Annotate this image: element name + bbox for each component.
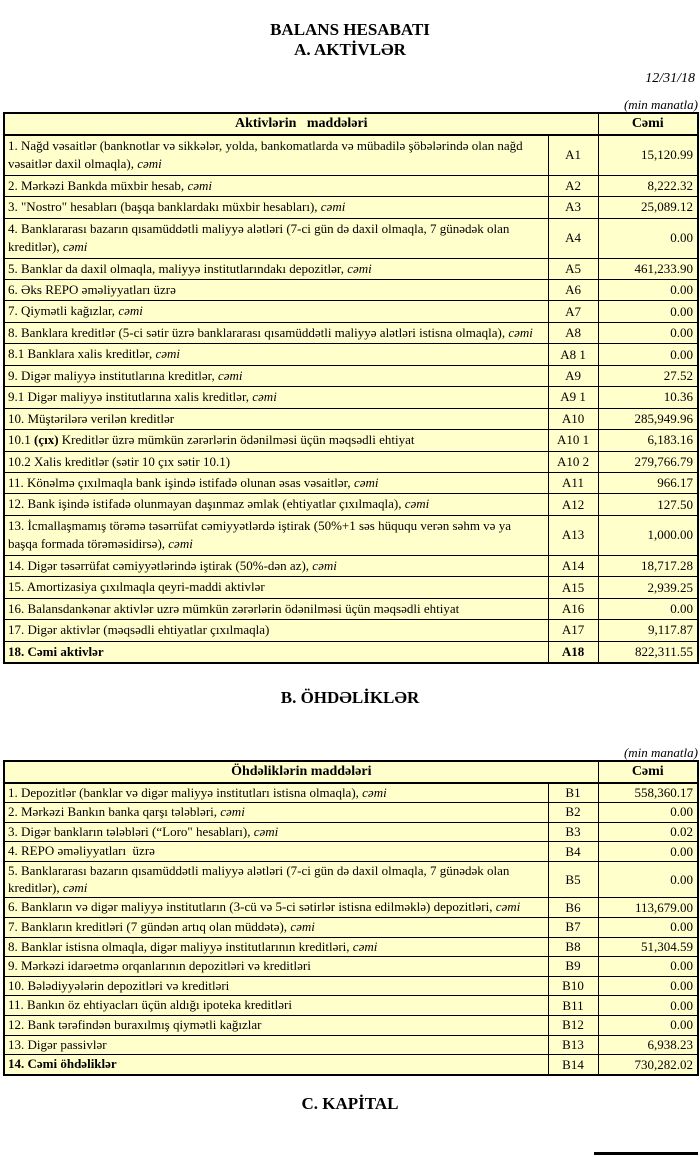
row-value: 8,222.32	[598, 175, 698, 196]
table-row	[4, 976, 698, 996]
table-row	[4, 898, 698, 918]
liabilities-header-row	[4, 761, 698, 783]
row-value: 0.00	[598, 279, 698, 300]
row-value: 822,311.55	[598, 641, 698, 663]
liabilities-header-label: Öhdəliklərin maddələri	[4, 761, 598, 783]
row-value: 15,120.99	[598, 135, 698, 175]
table-row	[4, 365, 698, 386]
table-row	[4, 996, 698, 1016]
row-code: A1	[548, 135, 598, 175]
row-label: 4. REPO əməliyyatları üzrə	[4, 842, 548, 862]
section-title-assets: A. AKTİVLƏR	[294, 40, 406, 60]
row-value: 6,938.23	[598, 1035, 698, 1055]
row-value: 0.00	[598, 218, 698, 258]
row-label: 3. Digər bankların tələbləri (“Loro" hesabları), cəmi	[4, 822, 548, 842]
section-title-capital: C. KAPİTAL	[301, 1093, 399, 1113]
row-label: 9. Digər maliyyə institutlarına kreditlər, cəmi	[4, 365, 548, 386]
row-code: A9 1	[548, 387, 598, 408]
row-code: B14	[548, 1055, 598, 1075]
row-label: 7. Bankların kreditləri (7 gündən artıq olan müddətə), cəmi	[4, 917, 548, 937]
table-row	[4, 598, 698, 619]
table-row	[4, 197, 698, 218]
row-value: 0.00	[598, 996, 698, 1016]
table-row	[4, 387, 698, 408]
row-label: 11. Bankın öz ehtiyacları üçün aldığı ipoteka kreditləri	[4, 996, 548, 1016]
row-code: A2	[548, 175, 598, 196]
row-value: 27.52	[598, 365, 698, 386]
row-label: 16. Balansdankənar aktivlər uzrə mümkün zərərlərin ödənilməsi üçün məqsədli ehtiyat	[4, 598, 548, 619]
row-label: 5. Banklararası bazarın qısamüddətli maliyyə alətləri (7-ci gün də daxil olmaqla, 7 günədək olan kreditlər), cəmi	[4, 862, 548, 898]
table-row	[4, 917, 698, 937]
row-label: 2. Mərkəzi Bankın banka qarşı tələbləri, cəmi	[4, 803, 548, 823]
row-code: A4	[548, 218, 598, 258]
row-value: 6,183.16	[598, 430, 698, 451]
row-value: 0.00	[598, 957, 698, 977]
row-code: B11	[548, 996, 598, 1016]
row-label: 9. Mərkəzi idarəetmə orqanlarının depozitləri və kreditləri	[4, 957, 548, 977]
row-code: A8 1	[548, 344, 598, 365]
table-row	[4, 344, 698, 365]
row-value: 0.00	[598, 344, 698, 365]
row-label: 18. Cəmi aktivlər	[4, 641, 548, 663]
row-value: 0.00	[598, 803, 698, 823]
capital-table-top-border	[594, 1152, 698, 1155]
row-code: B8	[548, 937, 598, 957]
row-value: 285,949.96	[598, 408, 698, 429]
row-value: 0.00	[598, 598, 698, 619]
table-row	[4, 862, 698, 898]
table-row	[4, 783, 698, 803]
row-value: 0.00	[598, 1016, 698, 1036]
row-code: A14	[548, 555, 598, 576]
row-label: 8. Banklara kreditlər (5-ci sətir üzrə banklararası qısamüddətli maliyyə alətləri istisna olmaqla), cəmi	[4, 322, 548, 343]
table-row	[4, 555, 698, 576]
row-code: A5	[548, 258, 598, 279]
row-code: A10 2	[548, 451, 598, 472]
row-value: 0.02	[598, 822, 698, 842]
table-row	[4, 408, 698, 429]
table-row	[4, 279, 698, 300]
row-value: 113,679.00	[598, 898, 698, 918]
table-row	[4, 430, 698, 451]
row-code: A7	[548, 301, 598, 322]
row-code: B7	[548, 917, 598, 937]
section-title-liabilities: B. ÖHDƏLİKLƏR	[280, 688, 420, 708]
row-label: 1. Depozitlər (banklar və digər maliyyə institutları istisna olmaqla), cəmi	[4, 783, 548, 803]
row-code: A3	[548, 197, 598, 218]
row-label: 8. Banklar istisna olmaqla, digər maliyyə institutlarının kreditləri, cəmi	[4, 937, 548, 957]
row-code: A6	[548, 279, 598, 300]
row-label: 14. Cəmi öhdəliklər	[4, 1055, 548, 1075]
row-label: 1. Nağd vəsaitlər (banknotlar və sikkələr, yolda, bankomatlarda və mübadilə şöbələrində olan nağd vəsaitlər daxil olmaqla), cəmi	[4, 135, 548, 175]
table-row	[4, 135, 698, 175]
row-code: B9	[548, 957, 598, 977]
row-code: B1	[548, 783, 598, 803]
row-value: 966.17	[598, 473, 698, 494]
row-value: 730,282.02	[598, 1055, 698, 1075]
row-value: 279,766.79	[598, 451, 698, 472]
table-row	[4, 515, 698, 555]
table-row	[4, 957, 698, 977]
table-row	[4, 494, 698, 515]
row-label: 5. Banklar da daxil olmaqla, maliyyə institutlarındakı depozitlər, cəmi	[4, 258, 548, 279]
table-row	[4, 258, 698, 279]
table-row	[4, 301, 698, 322]
row-code: A12	[548, 494, 598, 515]
row-label: 10.1 (çıx) Kreditlər üzrə mümkün zərərlərin ödənilməsi üçün məqsədli ehtiyat	[4, 430, 548, 451]
row-code: B10	[548, 976, 598, 996]
row-code: A18	[548, 641, 598, 663]
row-label: 17. Digər aktivlər (məqsədli ehtiyatlar çıxılmaqla)	[4, 620, 548, 641]
unit-note-assets: (min manatla)	[623, 96, 698, 112]
liabilities-table	[3, 760, 699, 1076]
table-row	[4, 175, 698, 196]
row-label: 3. "Nostro" hesabları (başqa banklardakı müxbir hesabları), cəmi	[4, 197, 548, 218]
row-value: 0.00	[598, 976, 698, 996]
table-row	[4, 473, 698, 494]
row-value: 2,939.25	[598, 577, 698, 598]
assets-header-label: Aktivlərin maddələri	[4, 113, 598, 135]
row-code: A10 1	[548, 430, 598, 451]
row-value: 18,717.28	[598, 555, 698, 576]
unit-note-liabilities: (min manatla)	[623, 744, 698, 760]
table-row	[4, 842, 698, 862]
row-value: 25,089.12	[598, 197, 698, 218]
row-code: A13	[548, 515, 598, 555]
table-row	[4, 218, 698, 258]
row-value: 461,233.90	[598, 258, 698, 279]
row-value: 0.00	[598, 301, 698, 322]
table-row	[4, 451, 698, 472]
row-code: B6	[548, 898, 598, 918]
row-code: A9	[548, 365, 598, 386]
row-code: B12	[548, 1016, 598, 1036]
table-row	[4, 937, 698, 957]
report-title-block	[0, 0, 700, 61]
row-label: 6. Əks REPO əməliyyatları üzrə	[4, 279, 548, 300]
row-code: A16	[548, 598, 598, 619]
table-row	[4, 322, 698, 343]
row-label: 10.2 Xalis kreditlər (sətir 10 çıx sətir 10.1)	[4, 451, 548, 472]
row-code: B3	[548, 822, 598, 842]
row-code: A17	[548, 620, 598, 641]
row-label: 9.1 Digər maliyyə institutlarına xalis kreditlər, cəmi	[4, 387, 548, 408]
liabilities-header-total: Cəmi	[598, 761, 698, 783]
table-row	[4, 1016, 698, 1036]
row-code: B4	[548, 842, 598, 862]
assets-header-row	[4, 113, 698, 135]
assets-table	[3, 112, 699, 664]
row-label: 8.1 Banklara xalis kreditlər, cəmi	[4, 344, 548, 365]
table-row	[4, 803, 698, 823]
row-code: B5	[548, 862, 598, 898]
row-label: 2. Mərkəzi Bankda müxbir hesab, cəmi	[4, 175, 548, 196]
row-label: 4. Banklararası bazarın qısamüddətli maliyyə alətləri (7-ci gün də daxil olmaqla, 7 günədək olan kreditlər), cəmi	[4, 218, 548, 258]
row-label: 13. İcmallaşmamış törəmə təsərrüfat cəmiyyətlərdə iştirak (50%+1 səs hüququ verən səhm və ya başqa formada törəməsidirsə), cəmi	[4, 515, 548, 555]
row-value: 127.50	[598, 494, 698, 515]
row-value: 1,000.00	[598, 515, 698, 555]
report-date: 12/31/18	[645, 70, 695, 86]
row-label: 11. Könəlmə çıxılmaqla bank işində istifadə olunan əsas vəsaitlər, cəmi	[4, 473, 548, 494]
row-value: 51,304.59	[598, 937, 698, 957]
row-label: 15. Amortizasiya çıxılmaqla qeyri-maddi aktivlər	[4, 577, 548, 598]
row-value: 9,117.87	[598, 620, 698, 641]
row-value: 558,360.17	[598, 783, 698, 803]
row-label: 7. Qiymətli kağızlar, cəmi	[4, 301, 548, 322]
row-code: B13	[548, 1035, 598, 1055]
row-value: 0.00	[598, 842, 698, 862]
row-label: 12. Bank tərəfindən buraxılmış qiymətli kağızlar	[4, 1016, 548, 1036]
row-code: A10	[548, 408, 598, 429]
row-label: 12. Bank işində istifadə olunmayan daşınmaz əmlak (ehtiyatlar çıxılmaqla), cəmi	[4, 494, 548, 515]
table-row	[4, 1035, 698, 1055]
row-code: B2	[548, 803, 598, 823]
table-row	[4, 620, 698, 641]
table-row	[4, 641, 698, 663]
table-row	[4, 822, 698, 842]
row-value: 10.36	[598, 387, 698, 408]
row-code: A8	[548, 322, 598, 343]
row-value: 0.00	[598, 917, 698, 937]
report-title: BALANS HESABATI	[270, 20, 430, 39]
assets-header-total: Cəmi	[598, 113, 698, 135]
row-label: 6. Bankların və digər maliyyə institutların (3-cü və 5-ci sətirlər istisna edilməklə) depozitləri, cəmi	[4, 898, 548, 918]
table-row	[4, 1055, 698, 1075]
table-row	[4, 577, 698, 598]
row-label: 14. Digər təsərrüfat cəmiyyətlərində iştirak (50%-dən az), cəmi	[4, 555, 548, 576]
row-value: 0.00	[598, 862, 698, 898]
row-label: 10. Bələdiyyələrin depozitləri və kreditləri	[4, 976, 548, 996]
row-label: 10. Müştərilərə verilən kreditlər	[4, 408, 548, 429]
row-value: 0.00	[598, 322, 698, 343]
row-code: A11	[548, 473, 598, 494]
row-code: A15	[548, 577, 598, 598]
row-label: 13. Digər passivlər	[4, 1035, 548, 1055]
